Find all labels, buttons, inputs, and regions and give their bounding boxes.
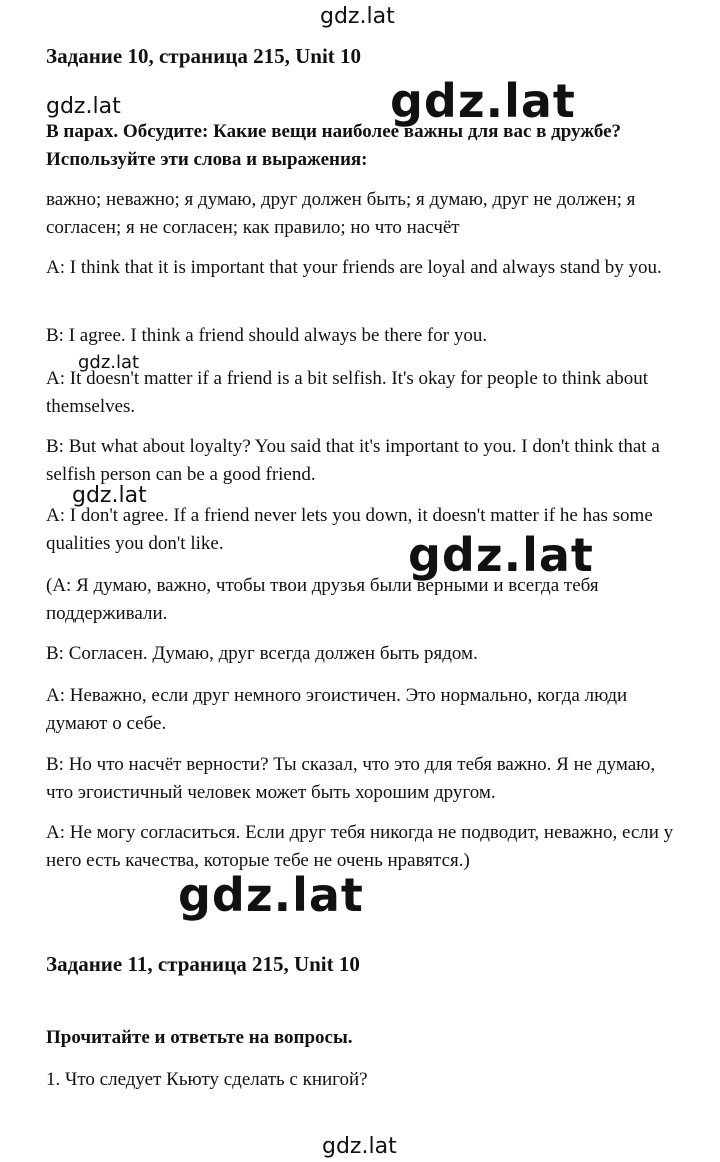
watermark-left-small: gdz.lat <box>46 94 121 119</box>
watermark-large: gdz.lat <box>408 528 594 582</box>
phrase-list: важно; неважно; я думаю, друг должен быть; я думаю, друг не должен; я согласен; я не согласен; как правило; но что насчёт <box>46 189 636 238</box>
task-11-heading: Задание 11, страница 215, Unit 10 <box>46 952 360 976</box>
task-10-instruction: В парах. Обсудите: Какие вещи наиболее важны для вас в дружбе? Используйте эти слова и выражения: <box>46 121 622 170</box>
task-10-heading: Задание 10, страница 215, Unit 10 <box>46 44 362 68</box>
dialogue-line-en: B: But what about loyalty? You said that it's important to you. I don't think that a selfish person can be a good friend. <box>46 436 660 485</box>
dialogue-line-ru: В: Но что насчёт верности? Ты сказал, что это для тебя важно. Я не думаю, что эгоистичный человек может быть хорошим другом. <box>46 754 656 803</box>
dialogue-line-en: A: I think that it is important that your friends are loyal and always stand by you. <box>46 257 662 278</box>
dialogue-line-en: A: It doesn't matter if a friend is a bit selfish. It's okay for people to think about themselves. <box>46 368 649 417</box>
dialogue-line-en: B: I agree. I think a friend should always be there for you. <box>46 325 488 346</box>
dialogue-line-ru: В: Согласен. Думаю, друг всегда должен быть рядом. <box>46 643 478 664</box>
task-11-instruction: Прочитайте и ответьте на вопросы. <box>46 1027 353 1048</box>
watermark-large: gdz.lat <box>390 74 576 128</box>
task-11-question: 1. Что следует Кьюту сделать с книгой? <box>46 1069 368 1090</box>
dialogue-line-ru: А: Не могу согласиться. Если друг тебя никогда не подводит, неважно, если у него есть качества, которые тебе не очень нравятся.) <box>46 822 674 871</box>
dialogue-line-ru: А: Неважно, если друг немного эгоистичен. Это нормально, когда люди думают о себе. <box>46 685 628 734</box>
watermark-inline: gdz.lat <box>78 352 140 373</box>
watermark-bottom: gdz.lat <box>322 1134 397 1159</box>
watermark-inline: gdz.lat <box>72 483 147 508</box>
watermark-top: gdz.lat <box>320 4 395 29</box>
dialogue-line-ru: (А: Я думаю, важно, чтобы твои друзья были верными и всегда тебя поддерживали. <box>46 575 599 624</box>
watermark-large: gdz.lat <box>178 868 364 922</box>
dialogue-line-en: A: I don't agree. If a friend never lets you down, it doesn't matter if he has some qualities you don't like. <box>46 505 653 554</box>
